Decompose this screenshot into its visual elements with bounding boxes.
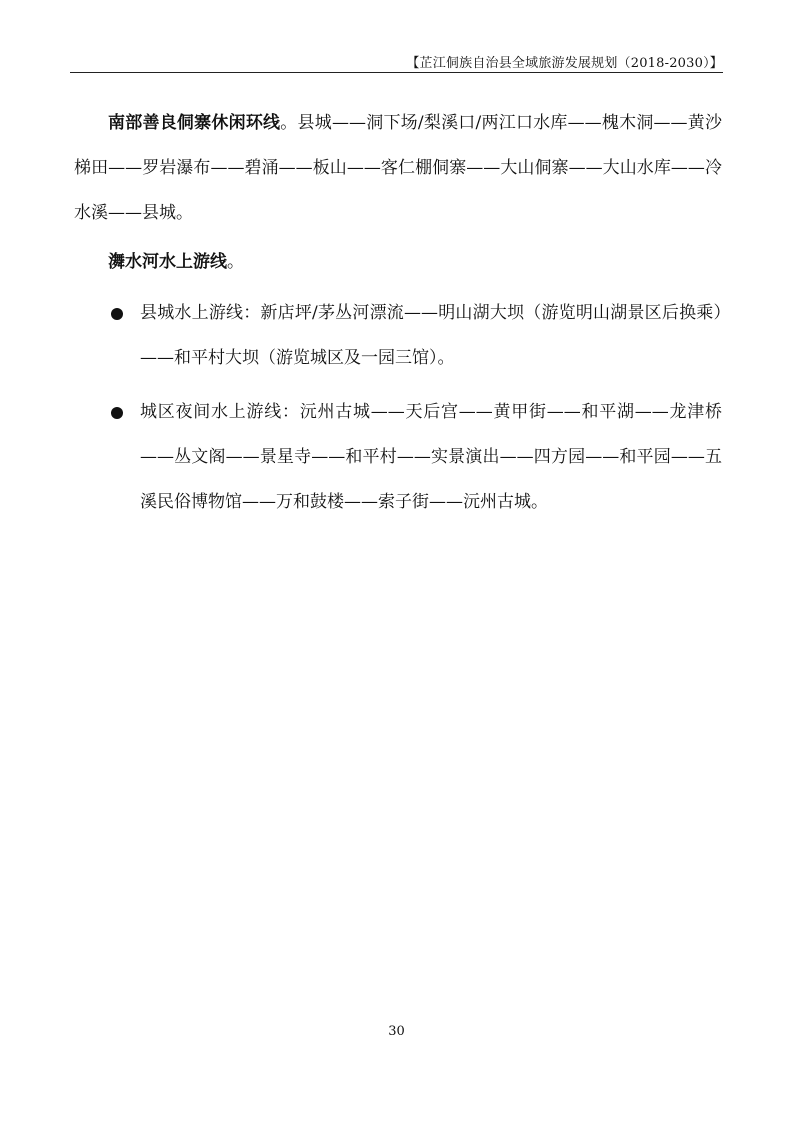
list-item (74, 390, 722, 525)
bullet-icon (111, 407, 123, 419)
route-title-punct: 。 (280, 113, 298, 133)
route-description-south-loop: 县城——洞下场/梨溪口/两江口水库——槐木洞——黄沙梯田——罗岩瀑布——碧涌——板山——客仁棚侗寨——大山侗寨——大山水库——冷水溪——县城。 (74, 113, 723, 223)
route-title-water: 㵲水河水上游线 (108, 252, 227, 272)
route-paragraph-water (74, 240, 722, 285)
list-item-text: 县城水上游线：新店坪/茅丛河漂流——明山湖大坝（游览明山湖景区后换乘）——和平村大坝（游览城区及一园三馆）。 (140, 303, 722, 368)
document-header: 【芷江侗族自治县全域旅游发展规划（2018-2030）】 (406, 56, 723, 71)
page-number: 30 (388, 1024, 405, 1039)
route-paragraph-south-loop (74, 101, 722, 236)
bullet-icon (111, 308, 123, 320)
route-title-south-loop: 南部善良侗寨休闲环线 (108, 113, 281, 133)
list-item (74, 291, 722, 381)
route-title-punct: 。 (227, 252, 244, 272)
document-body (74, 101, 722, 534)
header-divider (70, 72, 723, 73)
list-item-text: 城区夜间水上游线：沅州古城——天后宫——黄甲街——和平湖——龙津桥——丛文阁——景星寺——和平村——实景演出——四方园——和平园——五溪民俗博物馆——万和鼓楼——索子街——沅州古城。 (140, 402, 722, 512)
water-route-list (74, 291, 722, 525)
